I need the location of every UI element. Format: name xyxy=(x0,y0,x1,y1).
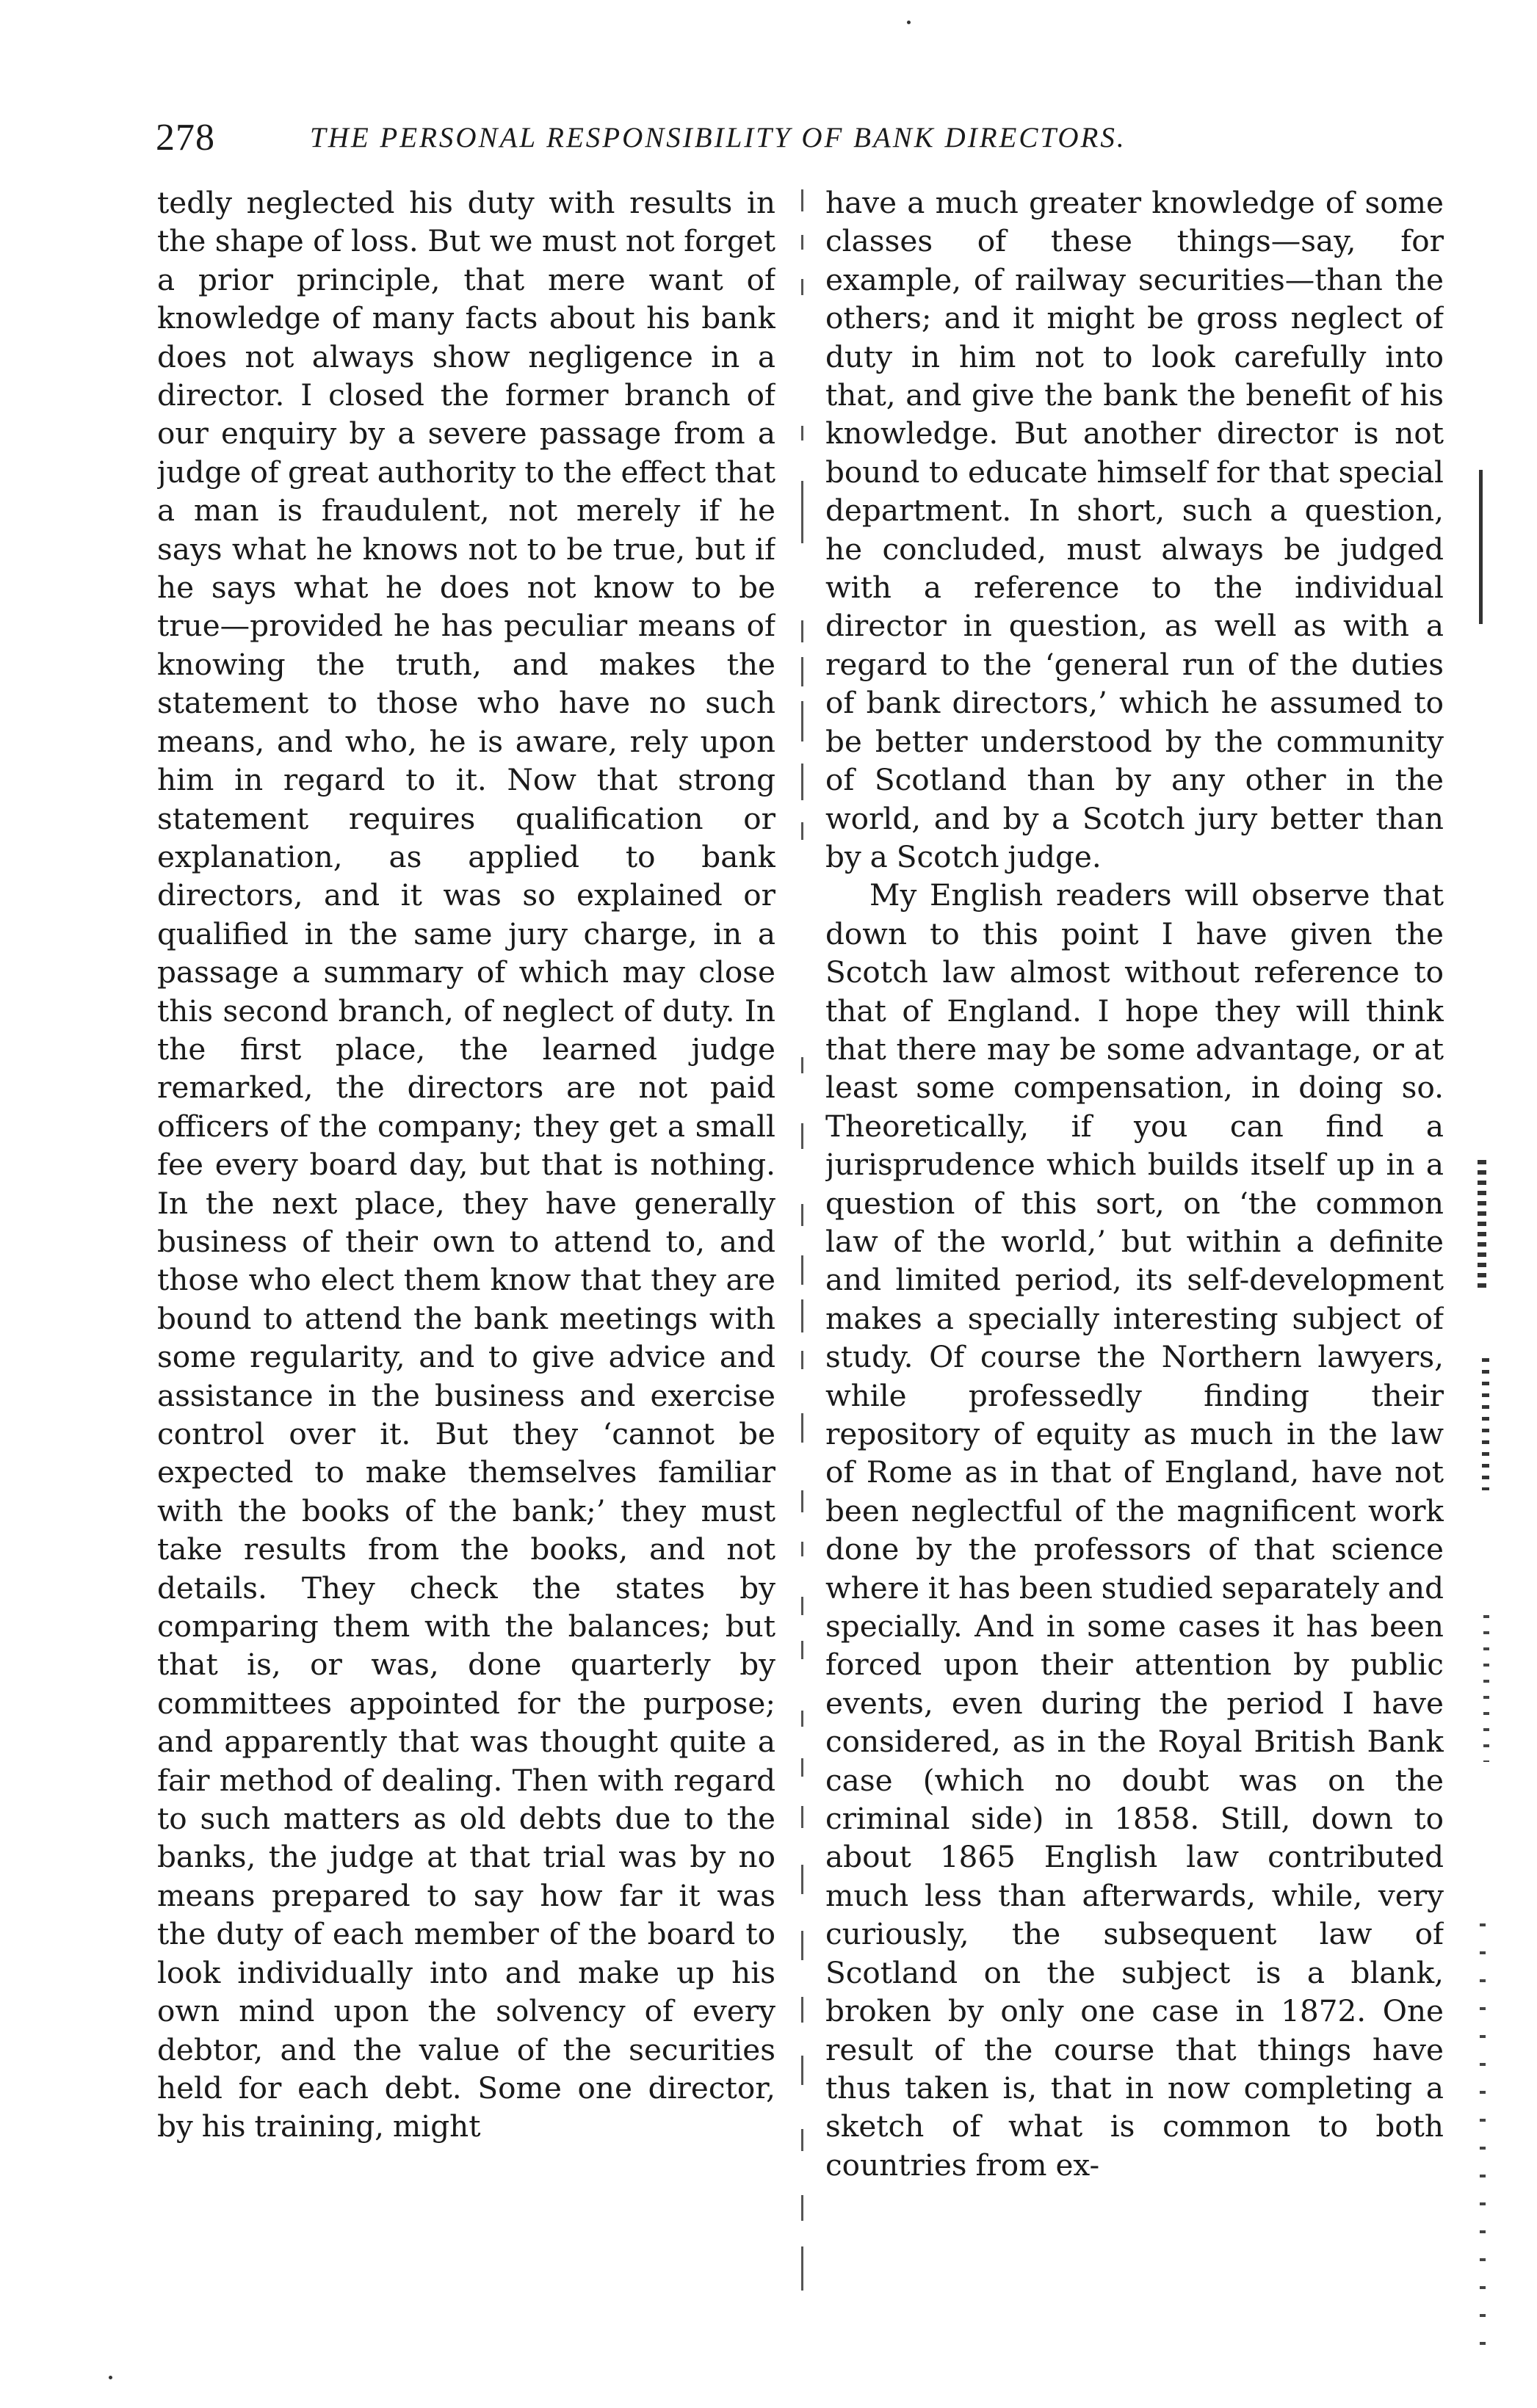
column-divider xyxy=(801,189,803,211)
column-divider xyxy=(801,1123,803,1149)
column-divider xyxy=(801,279,803,295)
scan-edge-mark xyxy=(1482,1358,1489,1490)
column-divider xyxy=(801,2195,803,2221)
left-paragraph-1: tedly neglected his duty with results in the shape of loss. But we must not forget a prior principle, that mere want of knowledge of many facts about his bank does not always show negligence in a director. I closed the former branch of our enquiry by a severe passage from a judge of great authority to the effect that a man is fraudulent, not merely if he says what he knows not to be true, but if he says what he does not know to be true—provided he has peculiar means of knowing the truth, and makes the statement to those who have no such means, and who, he is aware, rely upon him in regard to it. Now that strong statement requires qualification or explanation, as applied to bank directors, and it was so explained or qualified in the same jury charge, in a passage a summary of which may close this second branch, of neglect of duty. In the first place, the learned judge remarked, the directors are not paid officers of the company; they get a small fee every board day, but that is nothing. In the next place, they have generally business of their own to attend to, and those who elect them know that they are bound to attend the bank meetings with some regularity, and to give advice and assistance in the business and exercise control over it. But they ‘cannot be expected to make themselves familiar with the books of the bank;’ they must take results from the books, and not details. They check the states by comparing them with the balances; but that is, or was, done quarterly by committees appointed for the purpose; and apparently that was thought quite a fair method of dealing. Then with regard to such matters as old debts due to the banks, the judge at that trial was by no means prepared to say how far it was the duty of each member of the board to look individually into and make up his own mind upon the solvency of every debtor, and the value of the securities held for each debt. Some one director, by his training, might xyxy=(157,185,775,2144)
column-divider xyxy=(801,1351,803,1369)
page-number: 278 xyxy=(156,117,215,159)
column-divider xyxy=(801,1597,803,1615)
scan-speck xyxy=(907,21,911,24)
column-divider xyxy=(801,620,803,642)
right-column xyxy=(825,184,1444,2298)
right-paragraph-1: have a much greater knowledge of some classes of these things—say, for example, of railway securities—than the others; and it might be gross neglect of duty in him not to look carefully into that, and give the bank the benefit of his knowledge. But another director is not bound to educate himself for that special department. In short, such a question, he concluded, must always be judged with a reference to the individual director in question, as well as with a regard to the ‘general run of the duties of bank directors,’ which he assumed to be better understood by the community of Scotland than by any other in the world, and by a Scotch jury better than by a Scotch judge. xyxy=(825,185,1444,874)
column-divider xyxy=(801,701,803,741)
running-title: THE PERSONAL RESPONSIBILITY OF BANK DIRECTORS. xyxy=(310,122,1126,153)
column-divider xyxy=(801,481,803,543)
column-divider xyxy=(801,1255,803,1285)
column-divider xyxy=(801,1758,803,1777)
column-divider xyxy=(801,822,803,840)
column-divider xyxy=(801,426,803,440)
scan-edge-mark xyxy=(1479,470,1483,624)
scan-speck xyxy=(109,2376,112,2379)
column-divider xyxy=(801,1641,803,1659)
scan-edge-mark xyxy=(1478,1160,1486,1292)
running-head xyxy=(156,109,1448,167)
left-column xyxy=(157,184,775,2298)
column-divider xyxy=(801,1299,803,1332)
column-divider xyxy=(801,2056,803,2085)
column-divider xyxy=(801,2246,803,2291)
column-divider xyxy=(801,1204,803,1226)
column-divider xyxy=(801,1542,803,1556)
scan-edge-mark xyxy=(1480,1923,1486,2364)
column-divider xyxy=(801,1865,803,1894)
scan-edge-mark xyxy=(1483,1615,1489,1762)
right-paragraph-2: My English readers will observe that down to this point I have given the Scotch law almost without reference to that of England. I hope they will think that there may be some advantage, or at least some compensation, in doing so. Theoretically, if you can find a jurisprudence which builds itself up in a question of this sort, on ‘the common law of the world,’ but within a definite and limited period, its self-development makes a specially interesting subject of study. Of course the Northern lawyers, while professedly finding their repository of equity as much in the law of Rome as in that of England, have not been neglectful of the magnificent work done by the professors of that science where it has been studied separately and specially. And in some cases it has been forced upon their attention by public events, even during the period I have considered, as in the Royal British Bank case (which no doubt was on the criminal side) in 1858. Still, down to about 1865 English law contributed much less than afterwards, while, very curiously, the subsequent law of Scotland on the subject is a blank, broken by only one case in 1872. One result of the course that things have thus taken is, that in now completing a sketch of what is common to both countries from ex- xyxy=(825,877,1444,2183)
column-divider xyxy=(801,1931,803,1960)
column-divider xyxy=(801,657,803,686)
column-divider xyxy=(801,1711,803,1727)
column-divider xyxy=(801,1490,803,1512)
column-divider xyxy=(801,1057,803,1073)
column-divider xyxy=(801,1806,803,1828)
column-divider xyxy=(801,1413,803,1443)
column-divider xyxy=(801,1997,803,2023)
column-divider xyxy=(801,764,803,800)
column-divider xyxy=(801,235,803,250)
column-divider xyxy=(801,2129,803,2151)
